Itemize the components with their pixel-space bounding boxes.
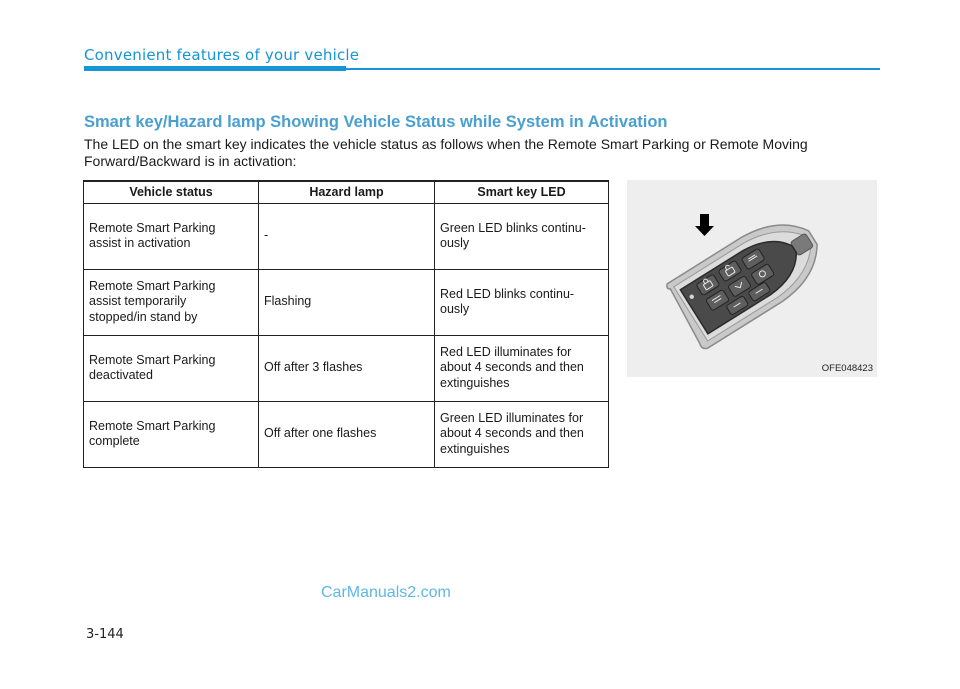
figure-code: OFE048423 [821,363,873,374]
hazard-lamp-cell: Off after one flashes [259,401,435,467]
page-number: 3-144 [86,627,124,642]
column-header-hazard-lamp: Hazard lamp [259,181,435,203]
vehicle-status-cell: Remote Smart Parking assist temporarily stopped/in stand by [84,269,259,335]
table-row [84,401,609,467]
smart-key-led-cell: Red LED illuminates for about 4 seconds and then extinguishes [435,335,609,401]
section-title: Smart key/Hazard lamp Showing Vehicle Status while System in Activation [84,113,668,131]
vehicle-status-cell: Remote Smart Parking complete [84,401,259,467]
section-header: Convenient features of your vehicle [84,46,360,64]
smart-key-illustration [627,180,877,377]
arrow-down-icon [695,214,714,236]
table-row [84,203,609,269]
column-header-vehicle-status: Vehicle status [84,181,259,203]
hazard-lamp-cell: Off after 3 flashes [259,335,435,401]
smart-key-led-cell: Green LED illuminates for about 4 seconds and then extinguishes [435,401,609,467]
table-row [84,335,609,401]
header-rule-thick [84,66,346,71]
table-row [84,269,609,335]
smart-key-figure [627,180,877,377]
vehicle-status-cell: Remote Smart Parking assist in activation [84,203,259,269]
table-header-row [84,181,609,203]
watermark: CarManuals2.com [321,584,451,601]
status-table [83,180,609,468]
header-rule-thin [346,68,880,70]
hazard-lamp-cell: Flashing [259,269,435,335]
smart-key-led-cell: Red LED blinks continu- ously [435,269,609,335]
hazard-lamp-cell: - [259,203,435,269]
smart-key-led-cell: Green LED blinks continu- ously [435,203,609,269]
vehicle-status-cell: Remote Smart Parking deactivated [84,335,259,401]
column-header-smart-key-led: Smart key LED [435,181,609,203]
intro-paragraph: The LED on the smart key indicates the vehicle status as follows when the Remote Smart Parking or Remote Moving Forward/Backward is in activation: [84,136,808,169]
